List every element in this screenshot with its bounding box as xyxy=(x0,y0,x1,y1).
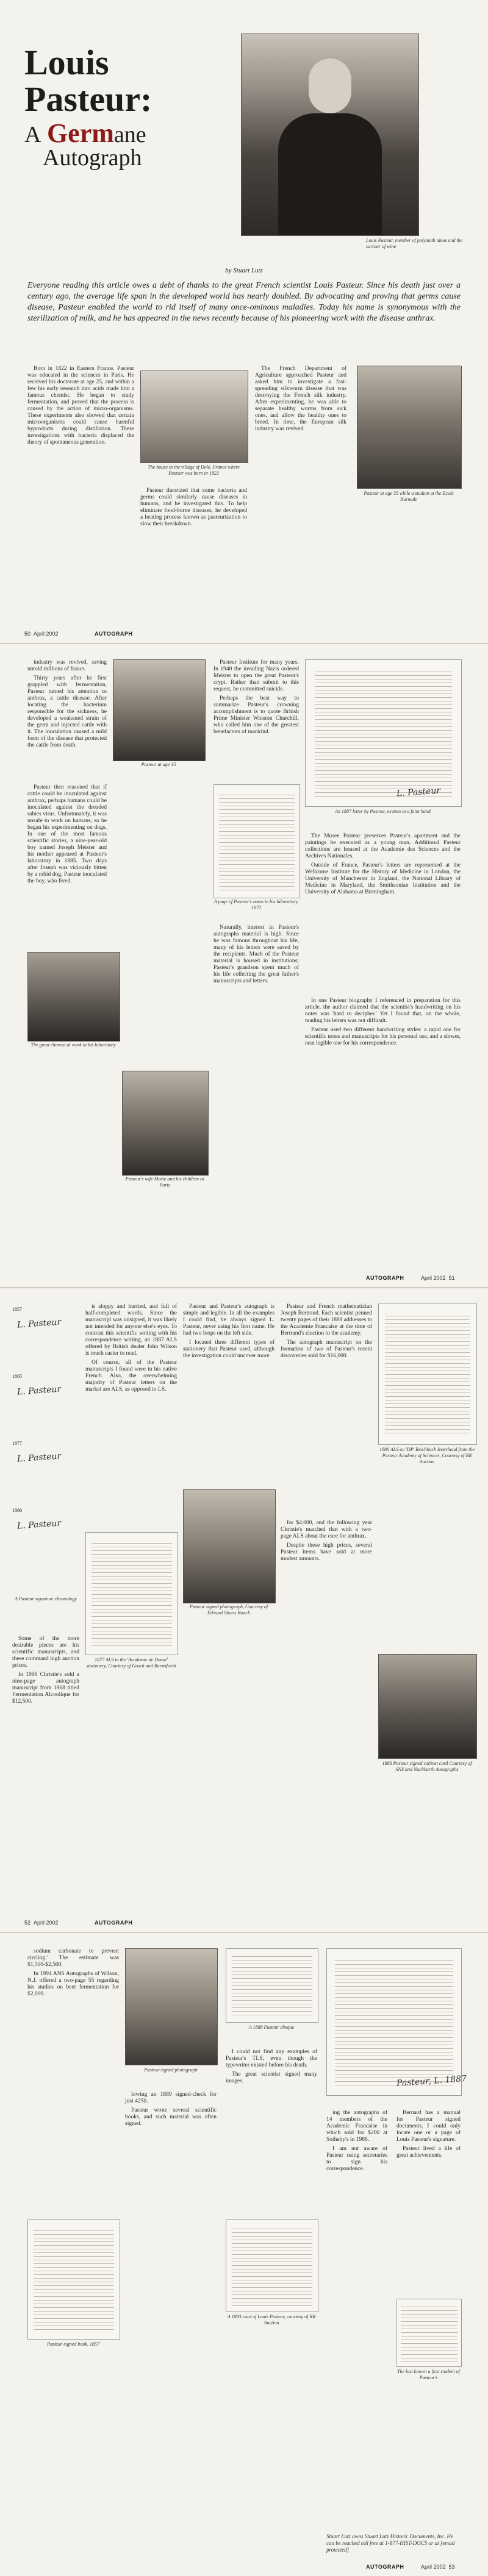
chronology-caption: A Pasteur signature chronology xyxy=(15,1596,77,1602)
p2-col5-para-1: The Musee Pasteur preserves Pasteur's apartment and the paintings he executed as a young man. Additional Pasteur collections are housed at the Academie des Sciences and the Archives Nationales. xyxy=(305,833,461,859)
p4-folio xyxy=(421,2564,455,2570)
sig-year-1857: 1857 xyxy=(12,1307,22,1312)
douai-letter-caption: 1877 ALS to the 'Academie de Douai' stationery, Courtesy of Gosch and Ruenkforth xyxy=(86,1657,176,1669)
letterhead-1886-caption: 1886 ALS on 'DP' Reichbach letterhead from the Pasteur Academy of Sciences, Courtesy of RR Auction xyxy=(379,1447,475,1464)
p1-col1-para: Born in 1822 in Eastern France, Pasteur was educated in the sciences in Paris. He received his doctorate at age 25, and within a few his early research into acids made him a famous chemist. He began to study fermentation, and proved that the process is caused by the action of micro-organisms. These experiments also showed that certain microorganisms could cause harmful byproducts during distillation. These investigations with bacteria displaced the theory of spontaneous generation. xyxy=(27,366,134,445)
p2-column-5 xyxy=(305,833,461,898)
p4-col4-para-1: ing the autographs of 14 members of the Academic Francaise in which sold for $200 at Sotheby's in 1986. xyxy=(326,2110,387,2143)
age-35-caption: Pasteur at age 35 xyxy=(141,762,176,767)
p4-portrait-photo xyxy=(125,1948,218,2065)
sig-1877: L. Pasteur xyxy=(16,1451,62,1464)
p4-col1-para-2: In 1994 ANS Autographs of Wilson, N.J. offered a two-page 55 regarding his studies on beet fermentation for $2,000. xyxy=(27,1971,119,1997)
p1-folio xyxy=(24,631,59,637)
p4-col3-para-1: I could not find any examples of Pasteur's TLS, even though the typewriter existed before his death. xyxy=(226,2049,317,2068)
p4-col2-para-2: Pasteur wrote several scientific books, and such material was often signed. xyxy=(125,2107,217,2127)
p3-column-1 xyxy=(12,1636,79,1708)
p2-column-6 xyxy=(305,998,461,1049)
p3-col1-para-2: In 1996 Christie's sold a nine-page autograph manuscript from 1868 titled Fermentation Alcoolique for $12,500. xyxy=(12,1672,79,1705)
letter-1887-handwriting xyxy=(315,669,451,797)
sig-year-1865: 1865 xyxy=(12,1374,22,1379)
page-one xyxy=(0,0,488,643)
p4-col1-para-1: sodium carbonate to prevent circling.' The estimate was $1,500-$2,500. xyxy=(27,1948,119,1968)
p4-column-1 xyxy=(27,1948,119,2000)
p3-page-number: 52 xyxy=(24,1920,31,1926)
p4-page-number: 53 xyxy=(448,2564,455,2570)
page-two xyxy=(0,644,488,1287)
p4-brand: AUTOGRAPH xyxy=(366,2564,404,2570)
p1-page-number: 50 xyxy=(24,631,31,637)
p4-col4-para-2: I am not aware of Pasteur using secretaries to sign his correspondence. xyxy=(326,2146,387,2172)
p4-column-4 xyxy=(326,2110,387,2175)
p3-folio xyxy=(24,1920,59,1926)
p2-col1-para-2: Thirty years after he first grappled with fermentation, Pasteur turned his attention to anthrax, a cattle disease. After locating the bacterium responsible for the sickness, he developed a weakened strain of the germ and injected cattle with it. The inoculation caused a mild form of the disease that protected the cattle from death. xyxy=(27,675,107,748)
lab-notes-document xyxy=(214,784,300,898)
cheque-caption: A 1888 Pasteur cheque xyxy=(248,2024,295,2030)
birth-house-photo xyxy=(140,371,248,463)
p1-column-1 xyxy=(27,366,134,449)
p2-col5-para-2: Outside of France, Pasteur's letters are represented at the Wellcome Institute for the History of Medicine in London, the University of Manchester in England, the National Library of Medicine in Maryland, the Smithsonian Institution and the University of Alabama at Birmingham. xyxy=(305,862,461,895)
p4-column-5 xyxy=(396,2110,461,2162)
title-germ: Germ xyxy=(46,118,114,148)
title-louis: Louis xyxy=(24,43,109,82)
portrait-body xyxy=(278,113,382,235)
letter-p4-handwriting xyxy=(335,1957,453,2086)
sig-year-1886: 1886 xyxy=(12,1508,22,1513)
p1-col3-para: The French Department of Agriculture approached Pasteur and asked him to investigate a fast-spreading silkworm disease that was destroying the French silk industry. After experimenting, he was able to separate healthy worms from sick ones, and allow the healthy ones to breed. In time, the European silk industry was revived. xyxy=(255,366,346,432)
letter-p4-signature: Pasteur, L. 1887 xyxy=(396,2074,467,2088)
card-1893-document xyxy=(226,2219,318,2312)
sig-1886: L. Pasteur xyxy=(16,1518,62,1531)
douai-letter-handwriting xyxy=(92,1540,172,1647)
sig-1865: L. Pasteur xyxy=(16,1384,62,1397)
laboratory-caption: The great chemist at work in his laboratory xyxy=(30,1042,116,1048)
p2-folio xyxy=(421,1275,455,1281)
portrait-caption: Louis Pasteur, member of polymath ideas and the saviour of wine xyxy=(366,238,463,249)
p3-col4-para-2: The autograph manuscript on the formation of two of Pasteur's recent discoveries sold for $16,000. xyxy=(281,1339,372,1359)
p2-col3-para-1: Pasteur Institute for many years. In 1940 the invading Nazis ordered Meister to open the great Pasteur's crypt. Rather than submit to this request, he committed suicide. xyxy=(214,659,299,692)
p3-col2-para-1: is sloppy and hurried, and full of half-completed words. Since the manuscript was unsigned, it was likely not intended for anyone else's eyes. To contrast this scientific writing with his correspondence writing, an 1887 ALS offered by British dealer John Wilson is much easier to read. xyxy=(85,1304,177,1357)
letter-1887-caption: An 1887 letter by Pasteur, written in a faint hand xyxy=(335,809,431,814)
p2-column-4 xyxy=(214,924,299,987)
p1-col2-para: Pasteur theorized that some bacteria and germs could similarly cause diseases in humans, and he investigated this. To help eliminate food-borne diseases, he developed a heating process known as pasteurization to slow their breakdown. xyxy=(140,488,247,527)
douai-letter-document xyxy=(85,1532,178,1655)
p2-page-number: 51 xyxy=(448,1275,455,1281)
p2-brand: AUTOGRAPH xyxy=(366,1275,404,1281)
p1-issue: April 2002 xyxy=(34,631,59,637)
p3-column-5 xyxy=(281,1520,372,1565)
letter-1887-signature: L. Pasteur xyxy=(396,786,441,799)
p2-column-3 xyxy=(214,659,299,738)
title-ane: ane xyxy=(113,122,146,147)
pasteur-age-35-photo xyxy=(113,659,206,761)
signature-chronology xyxy=(12,1307,79,1593)
lab-portrait-photo xyxy=(378,1654,477,1759)
p4-col2-para-1: lowing an 1889 signed-check for just 4250. xyxy=(125,2092,217,2104)
p1-column-2 xyxy=(140,488,247,530)
final-handwriting xyxy=(401,2304,457,2363)
signed-book-caption: Pasteur-signed book, 1857 xyxy=(47,2341,99,2347)
cheque-document xyxy=(226,1948,318,2023)
p4-col5-para-2: Pasteur lived a life of great achievements. xyxy=(396,2146,461,2159)
author-bio: Stuart Lutz owns Stuart Lutz Historic Documents, Inc. He can be reached toll free at 1-877-HIST-DOCS or at [email protected] xyxy=(326,2533,455,2553)
cheque-handwriting xyxy=(232,1953,312,2018)
sig-1857: L. Pasteur xyxy=(16,1317,62,1330)
p2-issue: April 2002 xyxy=(421,1275,446,1281)
p2-col6-para-2: Pasteur used two different handwriting styles: a rapid one for scientific notes and manuscripts for his personal use, and a slower, neat legible one for his correspondence. xyxy=(305,1027,461,1046)
p4-portrait-caption: Pasteur-signed photograph xyxy=(144,2067,198,2073)
signed-photograph-caption: Pasteur signed photograph, Courtesy of Edward Shorts Roach xyxy=(189,1604,268,1616)
portrait-head xyxy=(309,59,351,113)
p3-column-2 xyxy=(85,1304,177,1396)
letterhead-1886-handwriting xyxy=(385,1313,471,1436)
p2-column-1 xyxy=(27,659,107,751)
p4-issue: April 2002 xyxy=(421,2564,446,2570)
title-germane xyxy=(24,118,146,148)
p4-column-3 xyxy=(226,2049,317,2087)
p3-col2-para-2: Of course, all of the Pasteur manuscripts I found were in his native French. Also, the overwhelming majority of Pasteur letters on the market are ALS, as opposed to LS. xyxy=(85,1360,177,1393)
sig-year-1877: 1877 xyxy=(12,1441,22,1446)
letterhead-1886-document xyxy=(378,1304,477,1445)
title-autograph: Autograph xyxy=(43,145,142,171)
p3-col1-para-1: Some of the more desirable pieces are his scientific manuscripts, and these command high auction prices. xyxy=(12,1636,79,1669)
p2-col6-para-1: In one Pasteur biography I referenced in preparation for this article, the author claimed that the scientist's handwriting on his notes was 'hard to decipher.' Yet I found that, on the whole, reading his letters was not difficult. xyxy=(305,998,461,1024)
p3-col3-para-1: Pasteur and Pasteur's autograph is simple and legible. In all the examples I could find, he always signed L. Pasteur, never using his first name. He had two loops on the left side. xyxy=(183,1304,274,1336)
family-caption: Pasteur's wife Marie and his children in Paris xyxy=(125,1176,204,1188)
p3-brand: AUTOGRAPH xyxy=(95,1920,133,1926)
young-pasteur-caption: Pasteur at age 35 while a student at the Ecole Normale xyxy=(364,491,454,502)
p2-column-2 xyxy=(27,784,107,887)
p4-col5-para-1: Bernard has a manual for Pasteur signed documents. I could only locate one or a page of Louis Pasteur's signature. xyxy=(396,2110,461,2143)
page-four xyxy=(0,1933,488,2576)
laboratory-photo xyxy=(27,952,120,1041)
p3-issue: April 2002 xyxy=(34,1920,59,1926)
p3-column-3 xyxy=(183,1304,274,1362)
card-1893-handwriting xyxy=(232,2226,312,2306)
lab-portrait-caption: 1886 Pasteur signed cabinet card Courtesy of SNS and Nachbarth Autographs xyxy=(382,1761,472,1772)
young-pasteur-photo xyxy=(357,366,462,489)
signed-book-handwriting xyxy=(34,2227,114,2332)
letter-1887-document xyxy=(305,659,462,807)
p4-column-2 xyxy=(125,2092,217,2130)
signed-book-document xyxy=(27,2219,120,2340)
byline: by Stuart Lutz xyxy=(225,267,263,274)
title-a: A xyxy=(24,122,41,147)
p2-col1-para-1: industry was revived, saving untold millions of francs. xyxy=(27,659,107,672)
p1-brand: AUTOGRAPH xyxy=(95,631,133,637)
intro-paragraph: Everyone reading this article owes a debt of thanks to the great French scientist Louis Pasteur. Since his death just over a century ago, the average life span in the developed world has nearly doubled. By advocating and proving that germs cause disease, Pasteur enabled the world to rid itself of many once-ominous maladies. Today his name is synonymous with the sterilization of milk, and he has appeared in the news recently because of his pioneering work with the disease anthrax. xyxy=(27,281,461,323)
p2-col2-para: Pasteur then reasoned that if cattle could be inoculated against anthrax, perhaps humans could be inoculated against the dreaded rabies virus. Unfortunately, it was unsafe to work on humans, so he began his experimenting on dogs. In one of the most famous scientific stories, a nine-year-old boy named Joseph Meister and his mother appeared at Pasteur's laboratory in 1885. Two days after Joseph was viciously bitten by a rabid dog, Pasteur inoculated the boy, who lived. xyxy=(27,784,107,884)
signed-photograph xyxy=(183,1489,276,1603)
pasteur-portrait xyxy=(241,34,419,236)
p3-col3-para-2: I located three different types of stationery that Pasteur used, although the investigation could uncover more. xyxy=(183,1339,274,1359)
lab-notes-handwriting xyxy=(219,792,294,891)
lab-notes-caption: A page of Pasteur's notes in his laboratory, 1872 xyxy=(214,899,299,910)
page-three xyxy=(0,1288,488,1932)
final-caption: The last known a first student of Pasteur's xyxy=(397,2369,460,2380)
p2-col3-para-2: Perhaps the best way to summarize Pasteur's crowning accomplishment is to quote British Prime Minister Winston Churchill, who called him one of the greatest benefactors of mankind. xyxy=(214,695,299,735)
house-caption: The house in the village of Dole, France where Pasteur was born in 1822 xyxy=(148,464,240,476)
p2-col4-para: Naturally, interest in Pasteur's autographs material is high. Since he was famous throughout his life, many of his letters were saved by the recipients. Much of the Pasteur material is housed in institutions; Pasteur's grandson spent much of his life collecting the great father's manuscripts and letters. xyxy=(214,924,299,984)
p3-col5-para-1: for $4,000, and the following year Christie's matched that with a two-page ALS about the cure for anthrax. xyxy=(281,1520,372,1539)
title-pasteur: Pasteur: xyxy=(24,79,152,119)
p3-col5-para-2: Despite these high prices, several Pasteur items have sold at more modest amounts. xyxy=(281,1542,372,1562)
p3-col4-para-1: Pasteur and French mathematician Joseph Bertrand. Each scientist penned twenty pages of their 1889 addresses to the Academie Francaise at the time of Bertrand's election to the academy. xyxy=(281,1304,372,1336)
p3-column-4 xyxy=(281,1304,372,1362)
p1-column-3 xyxy=(255,366,346,435)
letter-p4-document xyxy=(326,1948,462,2096)
family-photo xyxy=(122,1071,209,1176)
p4-col3-para-2: The great scientist signed many images. xyxy=(226,2071,317,2084)
final-document xyxy=(396,2299,462,2367)
card-1893-caption: A 1893 card of Louis Pasteur, courtesy of RR Auction xyxy=(227,2314,316,2326)
